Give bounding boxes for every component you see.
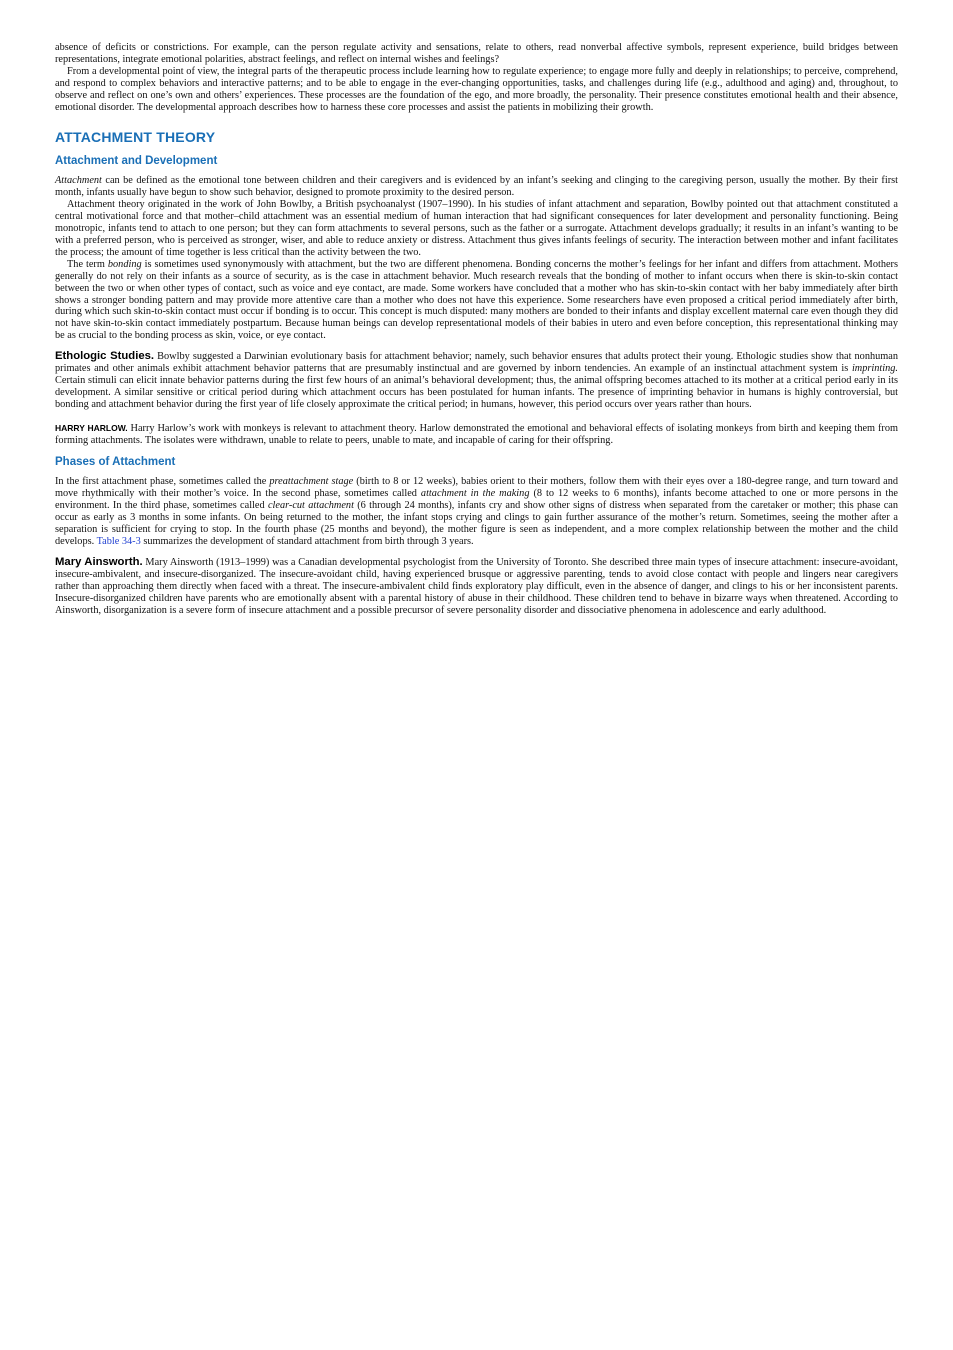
harlow-text: Harry Harlow’s work with monkeys is relevant to attachment theory. Harlow demonstrated the emotional and behavioral effects of isolating monkeys from birth and keeping them from forming attachments. The isolates were withdrawn, unable to relate to peers, unable to mate, and incapable of caring for their offspring. bbox=[55, 422, 898, 446]
intro-paragraph-2: From a developmental point of view, the integral parts of the therapeutic process include learning how to regulate experience; to engage more fully and deeply in relationships; to perceive, comprehend, and respond to complex behaviors and interactive patterns; and to be able to engage in the ever-changing opportunities, tasks, and challenges during life (e.g., adulthood and aging) and, throughout, to observe and reflect on one’s own and others’ experiences. These processes are the foundation of the ego, and more broadly, the personality. Their presence constitutes emotional health and their absence, emotional disorder. The developmental approach describes how to harness these core processes and assist the patients in mobilizing their growth. bbox=[55, 65, 898, 113]
ethologic-studies-heading: Ethologic Studies. bbox=[55, 350, 155, 363]
bonding-paragraph bbox=[55, 259, 898, 342]
preattachment-term: preattachment stage bbox=[269, 476, 354, 488]
phases-text-4: (6 through 24 months), infants cry and show other signs of distress when separated from the caretaker or mother; this phase can occur as early as 3 months in some infants. On being returned to the mother, the infant stops crying and clings to gain further assurance of the mother’s return. Sometimes, seeing the mother after a separation is sufficient for crying to stop. In the fourth phase (25 months and beyond), the mother figure is seen as independent, and a more complex relationship between the mother and the child develops. bbox=[55, 500, 898, 547]
bowlby-paragraph: Attachment theory originated in the work of John Bowlby, a British psychoanalyst (1907–1990). In his studies of infant attachment and separation, Bowlby pointed out that attachment constituted a central motivational force and that mother–child attachment was an essential medium of human interaction that had significant consequences for later development and personality functioning. Being monotropic, infants tend to attach to one person; but they can form attachments to several persons, such as the father or a surrogate. Attachment develops gradually; it results in an infant’s wanting to be with a preferred person, who is perceived as stronger, wiser, and able to reduce anxiety or distress. Attachment thus gives infants feelings of security. The interaction between mother and infant facilitates the process; the amount of time together is less critical than the activity between the two. bbox=[55, 199, 898, 258]
imprinting-term: imprinting. bbox=[851, 363, 898, 375]
phases-heading: Phases of Attachment bbox=[55, 456, 176, 469]
ethologic-text-b: Certain stimuli can elicit innate behavior patterns during the first few hours of an animal’s behavioral development; thus, the animal offspring becomes attached to its mother at a critical period early in its development. A similar sensitive or critical period during which attachment occurs has been postulated for human infants. The presence of imprinting behavior in humans is highly controversial, but bonding and attachment behavior during the first year of life closely approximate the critical period; in humans, however, this period occurs over years rather than hours. bbox=[55, 374, 898, 410]
phases-paragraph bbox=[55, 476, 898, 547]
section-title: ATTACHMENT THEORY bbox=[55, 129, 216, 146]
phases-text-2: (birth to 8 or 12 weeks), babies orient to their mothers, follow them with their eyes over a 180-degree range, and turn toward and move rhythmically with their mother’s voice. In the second phase, sometimes called bbox=[55, 476, 899, 500]
document-page bbox=[55, 42, 898, 616]
harlow-heading: HARRY HARLOW. bbox=[55, 422, 128, 433]
phases-text-3: (8 to 12 weeks to 6 months), infants become attached to one or more persons in the environment. In the third phase, sometimes called bbox=[55, 488, 898, 512]
ethologic-text-a: Bowlby suggested a Darwinian evolutionary basis for attachment behavior; namely, such behavior ensures that adults protect their young. Ethologic studies show that nonhuman primates and other animals exhibit attachment behavior patterns that are presumably instinctual and are governed by inborn tendencies. An example of an instinctual attachment system is bbox=[55, 351, 899, 375]
phases-text-1: In the first attachment phase, sometimes called the bbox=[55, 476, 270, 488]
bonding-term: bonding bbox=[107, 258, 142, 270]
bonding-text: is sometimes used synonymously with attachment, but the two are different phenomena. Bonding concerns the mother’s feelings for her infant and differs from attachment. Mothers generally do not rely on their infants as a source of security, as is the case in attachment behavior. Much research reveals that the bonding of mother to infant occurs when there is skin-to-skin contact between the two or when other types of contact, such as voice and eye contact, are made. Some workers have concluded that a mother who has skin-to-skin contact with her baby immediately after birth shows a stronger bonding pattern and may provide more attentive care than a mother who does not have this experience. Some researchers have even proposed a critical period immediately after birth, during which such skin-to-skin contact must occur if bonding is to occur. This concept is much disputed: many mothers are bonded to their infants and display excellent maternal care even though they did not have skin-to-skin contact immediately postpartum. Because human beings can develop representational models of their babies in utero and even before conception, this representational thinking may be as crucial to the bonding process as skin, voice, or eye contact. bbox=[55, 258, 898, 342]
ainsworth-text: Mary Ainsworth (1913–1999) was a Canadian developmental psychologist from the University of Toronto. She described three main types of insecure attachment: insecure-avoidant, insecure-ambivalent, and insecure-disorganized. The insecure-avoidant child, having experienced brusque or aggressive parenting, tends to avoid close contact with people and lingers near caregivers rather than approaching them directly when faced with a threat. The insecure-ambivalent child finds exploratory play difficult, even in the absence of danger, and clings to his or her inconsistent parents. Insecure-disorganized children have parents who are emotionally absent with a parental history of abuse in their childhood. These children tend to behave in bizarre ways when threatened. According to Ainsworth, disorganization is a severe form of insecure attachment and a possible precursor of severe personality disorder and dissociative phenomena in adolescence and early adulthood. bbox=[55, 556, 898, 616]
harlow-paragraph bbox=[55, 423, 898, 447]
phases-text-5: summarizes the development of standard attachment from birth through 3 years. bbox=[140, 536, 474, 547]
clear-cut-attachment-term: clear-cut attachment bbox=[267, 500, 354, 512]
ainsworth-paragraph bbox=[55, 557, 898, 617]
table-34-3-link[interactable]: Table 34-3 bbox=[96, 536, 141, 547]
attachment-definition-text: can be defined as the emotional tone between children and their caregivers and is evidenced by an infant’s seeking and clinging to the caregiving person, usually the mother. By their first month, infants usually have begun to show such behavior, designed to promote proximity to the desired person. bbox=[55, 175, 898, 199]
attachment-term: Attachment bbox=[55, 175, 102, 187]
intro-paragraph-1: absence of deficits or constrictions. For example, can the person regulate activity and sensations, relate to others, read nonverbal affective symbols, represent experience, build bridges between representations, integrate emotional polarities, abstract feelings, and reflect on internal wishes and feelings? bbox=[55, 42, 898, 65]
ainsworth-heading: Mary Ainsworth. bbox=[55, 555, 143, 568]
ethologic-studies-paragraph bbox=[55, 351, 898, 411]
bonding-lead-text: The term bbox=[67, 258, 108, 270]
attachment-development-heading: Attachment and Development bbox=[55, 155, 218, 168]
attachment-in-making-term: attachment in the making bbox=[420, 488, 530, 500]
attachment-definition-paragraph bbox=[55, 175, 898, 199]
